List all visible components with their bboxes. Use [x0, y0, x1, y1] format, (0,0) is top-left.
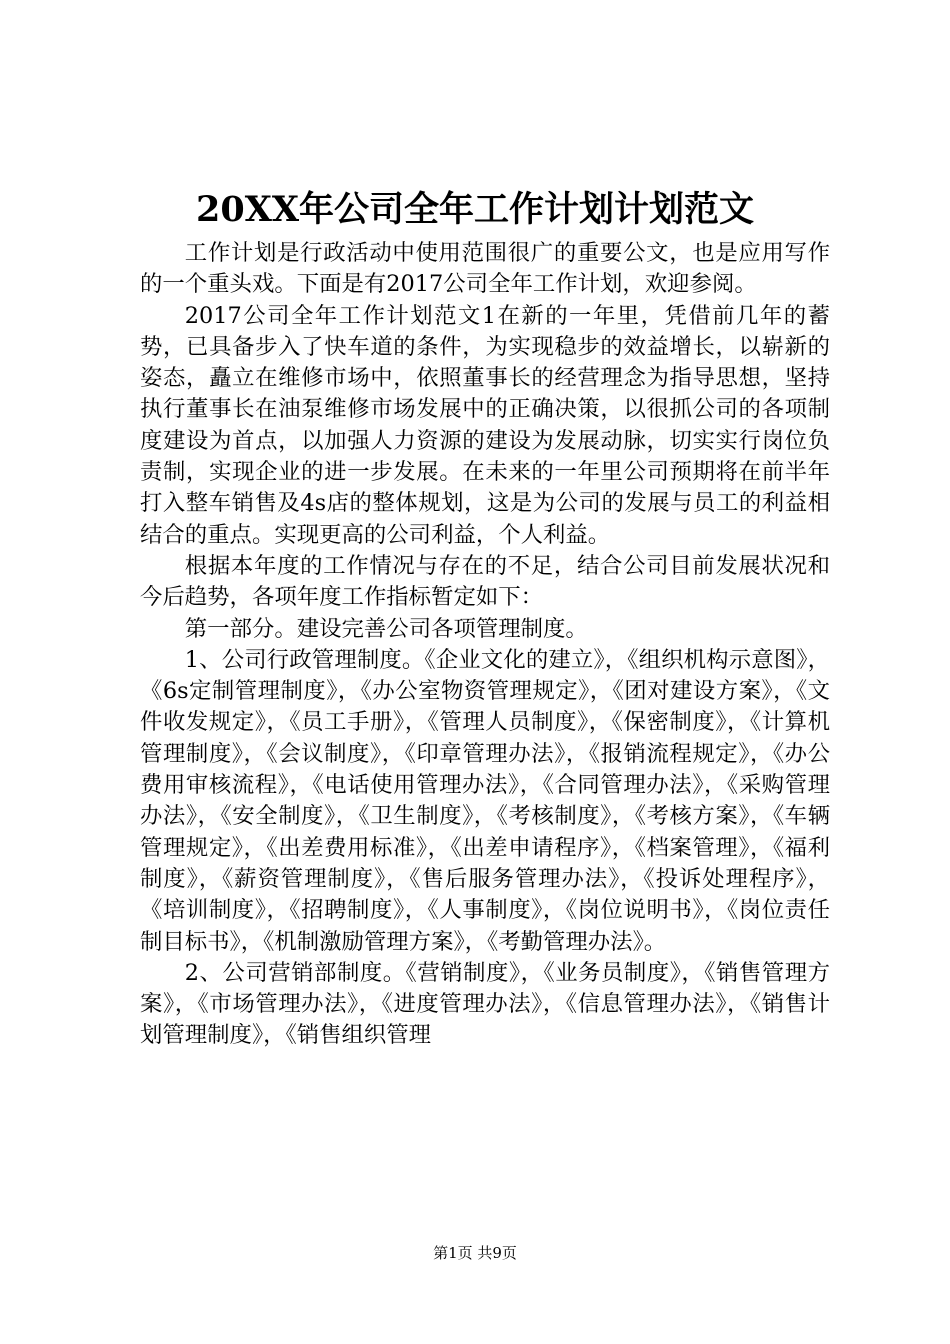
- paragraph-targets: 根据本年度的工作情况与存在的不足，结合公司目前发展状况和今后趋势，各项年度工作指标暂定如下：: [140, 552, 830, 611]
- document-title: 20XX年公司全年工作计划计划范文: [195, 189, 755, 230]
- paragraph-marketing-rules: 2、公司营销部制度。《营销制度》，《业务员制度》，《销售管理方案》，《市场管理办法》，《进度管理办法》，《信息管理办法》，《销售计划管理制度》，《销售组织管理: [140, 959, 830, 1049]
- paragraph-part-one-heading: 第一部分。建设完善公司各项管理制度。: [184, 615, 588, 642]
- page-footer: 第1页 共9页: [433, 1244, 517, 1262]
- document-body: [140, 238, 830, 1052]
- paragraph-admin-rules: 1、公司行政管理制度。《企业文化的建立》，《组织机构示意图》，《6s定制管理制度》，《办公室物资管理规定》，《团对建设方案》，《文件收发规定》，《员工手册》，《管理人员制度》，《保密制度》，《计算机管理制度》，《会议制度》，《印章管理办法》，《报销流程规定》，《办公费用审核流程》，《电话使用管理办法》，《合同管理办法》，《采购管理办法》，《安全制度》，《卫生制度》，《考核制度》，《考核方案》，《车辆管理规定》，《出差费用标准》，《出差申请程序》，《档案管理》，《福利制度》，《薪资管理制度》，《售后服务管理办法》，《投诉处理程序》，《培训制度》，《招聘制度》，《人事制度》，《岗位说明书》，《岗位责任制目标书》，《机制激励管理方案》，《考勤管理办法》。: [140, 646, 830, 955]
- paragraph-plan-overview: 2017公司全年工作计划范文1在新的一年里，凭借前几年的蓄势，已具备步入了快车道的条件，为实现稳步的效益增长，以崭新的姿态，矗立在维修市场中，依照董事长的经营理念为指导思想，坚持执行董事长在油泵维修市场发展中的正确决策，以很抓公司的各项制度建设为首点，以加强人力资源的建设为发展动脉，切实实行岗位负责制，实现企业的进一步发展。在未来的一年里公司预期将在前半年打入整车销售及4s店的整体规划，这是为公司的发展与员工的利益相结合的重点。实现更高的公司利益，个人利益。: [140, 302, 830, 548]
- paragraph-intro: 工作计划是行政活动中使用范围很广的重要公文，也是应用写作的一个重头戏。下面是有2017公司全年工作计划，欢迎参阅。: [140, 240, 830, 298]
